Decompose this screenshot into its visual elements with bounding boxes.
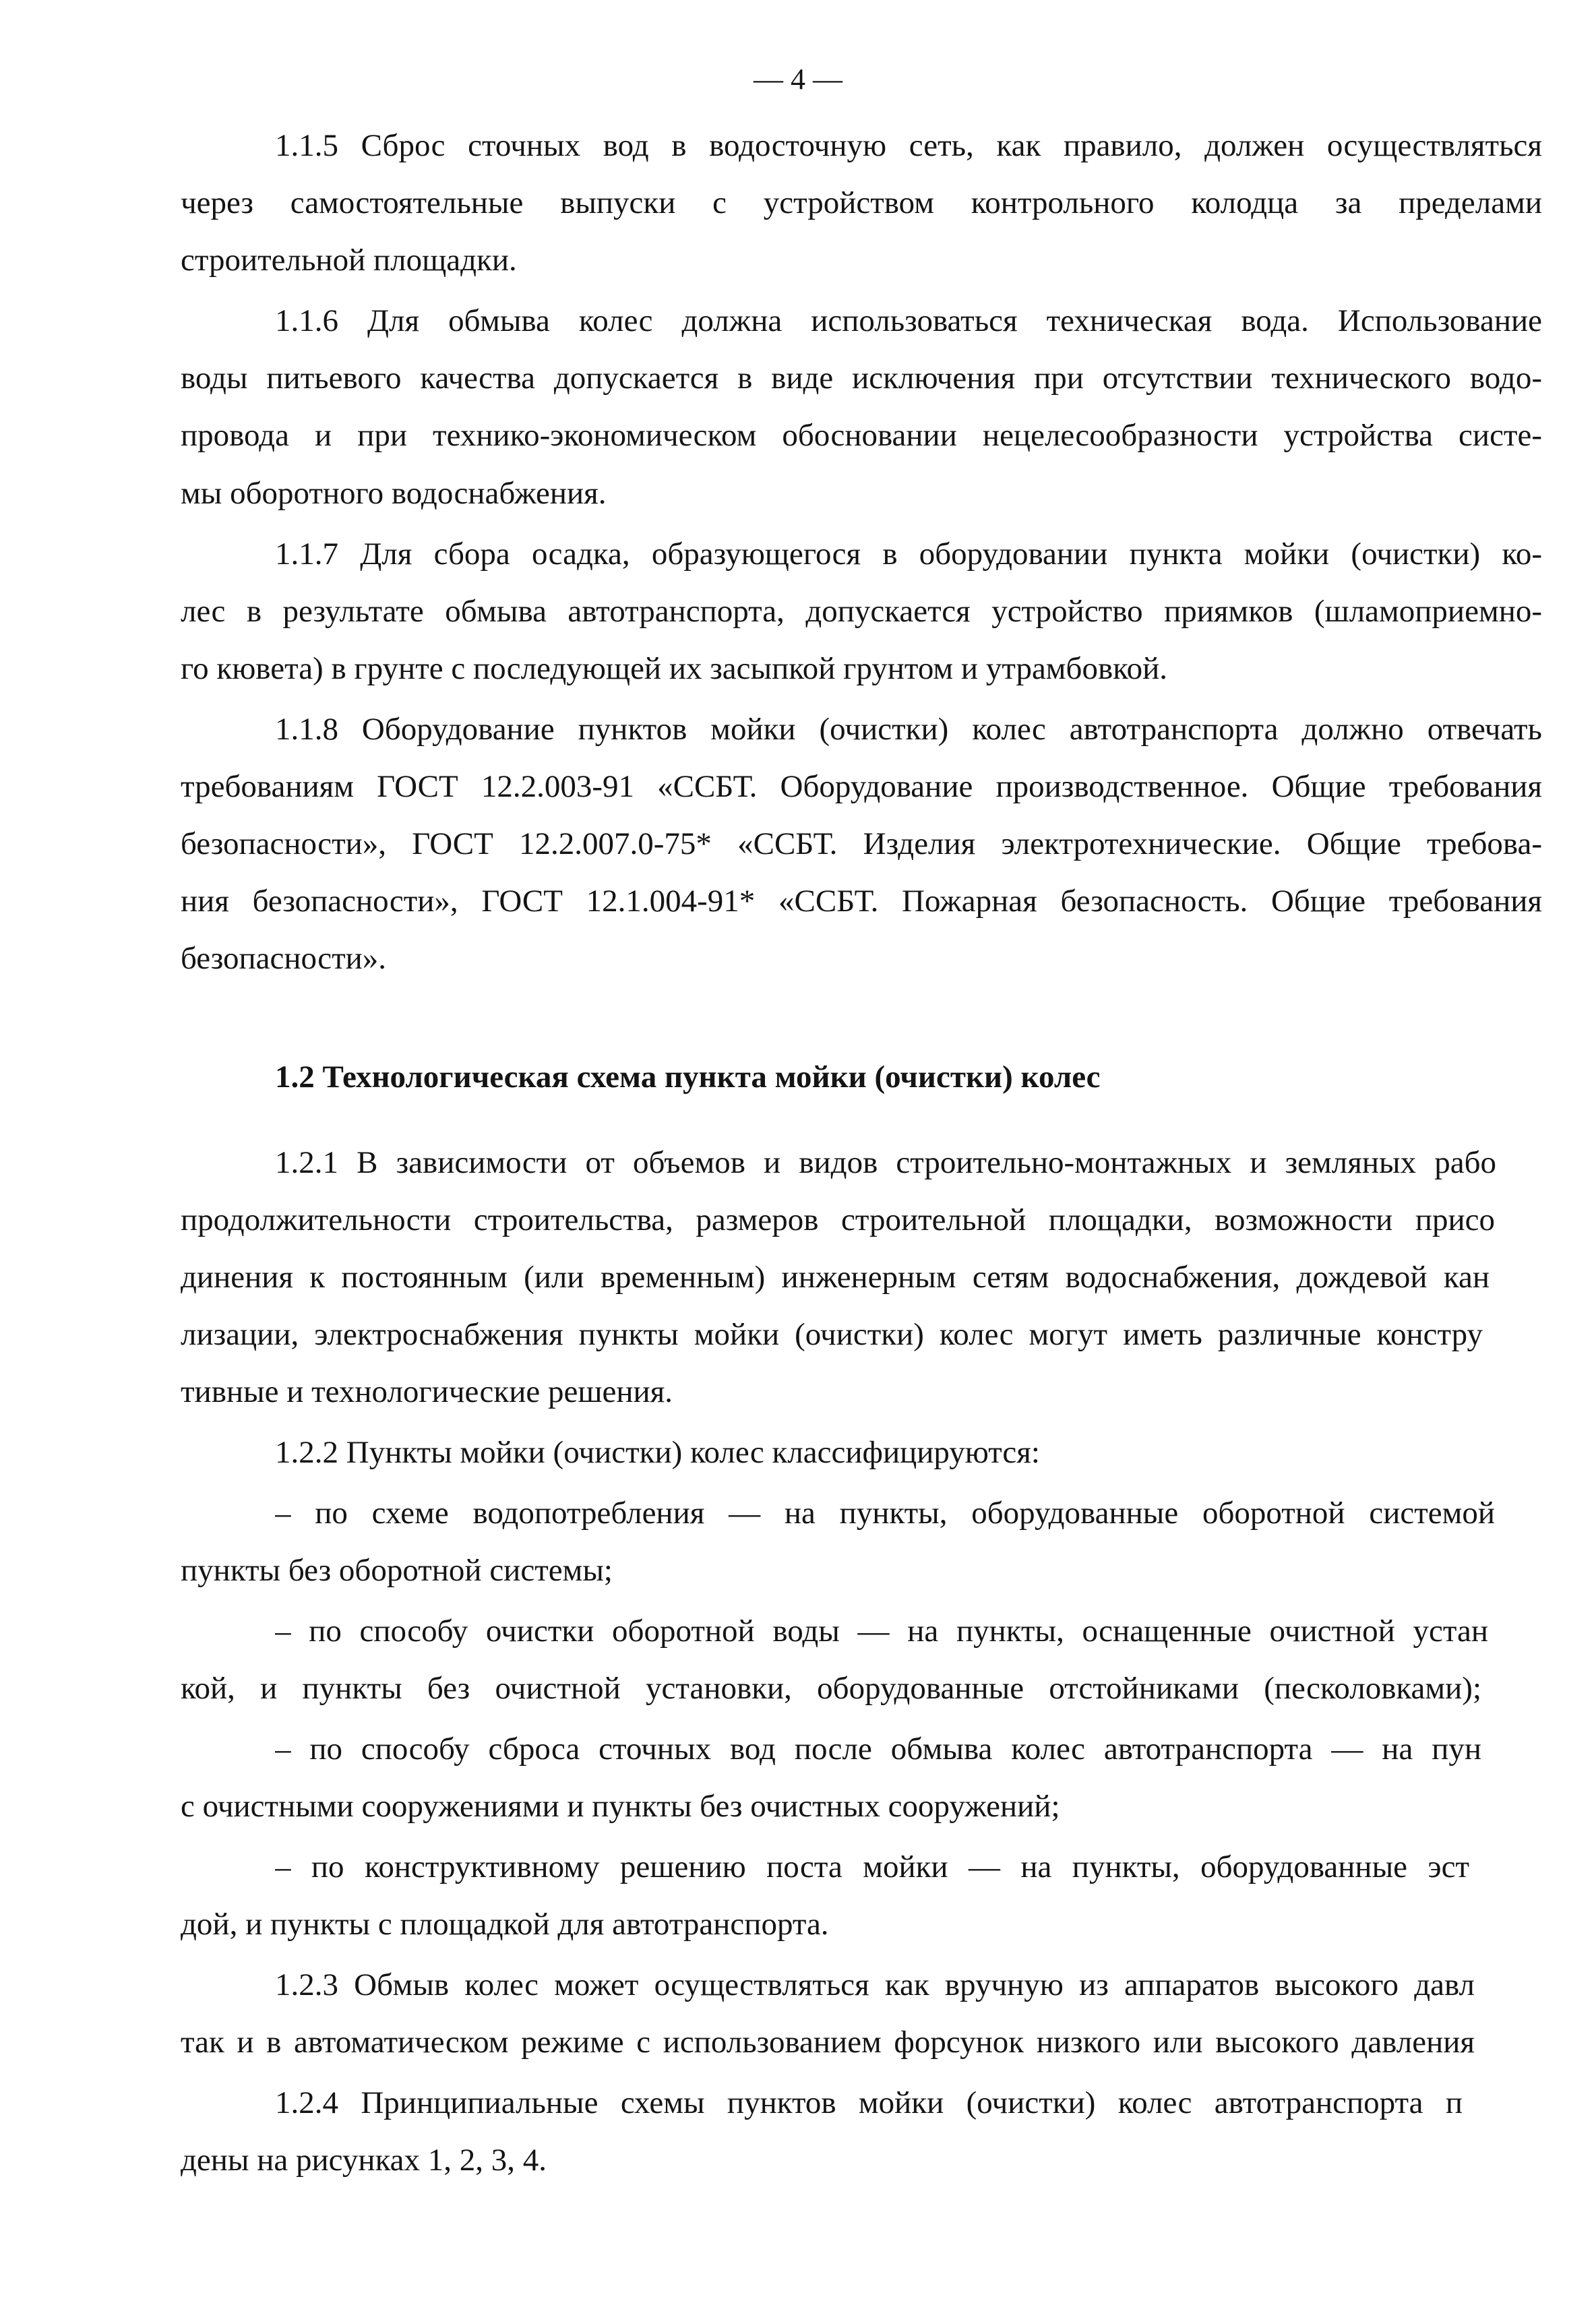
text-line: – по способу сброса сточных вод после обмыва колес автотранспорта — на пун — [275, 1731, 1481, 1767]
text-line: тивные и технологические решения. — [181, 1374, 673, 1409]
text-line: 1.1.6 Для обмыва колес должна использоваться техническая вода. Использование — [275, 303, 1542, 338]
text-line: строительной площадки. — [181, 243, 517, 278]
text-line: 1.1.5 Сброс сточных вод в водосточную сеть, как правило, должен осуществляться — [275, 128, 1542, 163]
text-line: дой, и пункты с площадкой для автотранспорта. — [181, 1907, 829, 1942]
text-line: воды питьевого качества допускается в виде исключения при отсутствии технического водо- — [181, 361, 1542, 396]
text-line: ния безопасности», ГОСТ 12.1.004-91* «ССБТ. Пожарная безопасность. Общие требования — [181, 884, 1542, 919]
text-line: 1.1.7 Для сбора осадка, образующегося в оборудовании пункта мойки (очистки) ко- — [275, 536, 1542, 572]
text-line: – по способу очистки оборотной воды — на пункты, оснащенные очистной устан — [275, 1614, 1488, 1649]
text-line: пункты без оборотной системы; — [181, 1553, 613, 1588]
text-line: мы оборотного водоснабжения. — [181, 476, 607, 511]
text-line: 1.2.4 Принципиальные схемы пунктов мойки (очистки) колес автотранспорта п — [275, 2085, 1463, 2120]
text-line: лес в результате обмыва автотранспорта, допускается устройство приямков (шламоприемно- — [181, 594, 1542, 629]
text-line: – по конструктивному решению поста мойки — на пункты, оборудованные эст — [275, 1849, 1469, 1884]
text-line: требованиям ГОСТ 12.2.003-91 «ССБТ. Оборудование производственное. Общие требования — [181, 769, 1542, 804]
text-line: 1.1.8 Оборудование пунктов мойки (очистки) колес автотранспорта должно отвечать — [275, 712, 1542, 747]
text-line: кой, и пункты без очистной установки, оборудованные отстойниками (песколовками); — [181, 1671, 1481, 1706]
text-line: – по схеме водопотребления — на пункты, оборудованные оборотной системой — [275, 1496, 1495, 1531]
text-line: 1.2.2 Пункты мойки (очистки) колес классифицируются: — [275, 1435, 1040, 1470]
section-heading: 1.2 Технологическая схема пункта мойки (очистки) колес — [275, 1060, 1101, 1095]
text-line: го кювета) в грунте с последующей их засыпкой грунтом и утрамбовкой. — [181, 651, 1167, 686]
text-line: так и в автоматическом режиме с использованием форсунок низкого или высокого давления — [181, 2025, 1475, 2060]
text-line: лизации, электроснабжения пункты мойки (очистки) колес могут иметь различные констру — [181, 1317, 1483, 1352]
text-line: провода и при технико-экономическом обосновании нецелесообразности устройства систе- — [181, 418, 1542, 453]
text-line: продолжительности строительства, размеров строительной площадки, возможности присо — [181, 1202, 1495, 1237]
text-line: через самостоятельные выпуски с устройством контрольного колодца за пределами — [181, 185, 1542, 220]
text-line: безопасности», ГОСТ 12.2.007.0-75* «ССБТ. Изделия электротехнические. Общие требова- — [181, 826, 1542, 861]
text-line: с очистными сооружениями и пункты без очистных сооружений; — [181, 1789, 1060, 1824]
text-line: 1.2.3 Обмыв колес может осуществляться как вручную из аппаратов высокого давл — [275, 1967, 1475, 2002]
text-line: дены на рисунках 1, 2, 3, 4. — [181, 2143, 547, 2178]
text-line: безопасности». — [181, 941, 387, 976]
page-number: — 4 — — [754, 63, 842, 96]
text-line: 1.2.1 В зависимости от объемов и видов строительно-монтажных и земляных рабо — [275, 1145, 1496, 1180]
text-line: динения к постоянным (или временным) инженерным сетям водоснабжения, дождевой кан — [181, 1260, 1490, 1295]
